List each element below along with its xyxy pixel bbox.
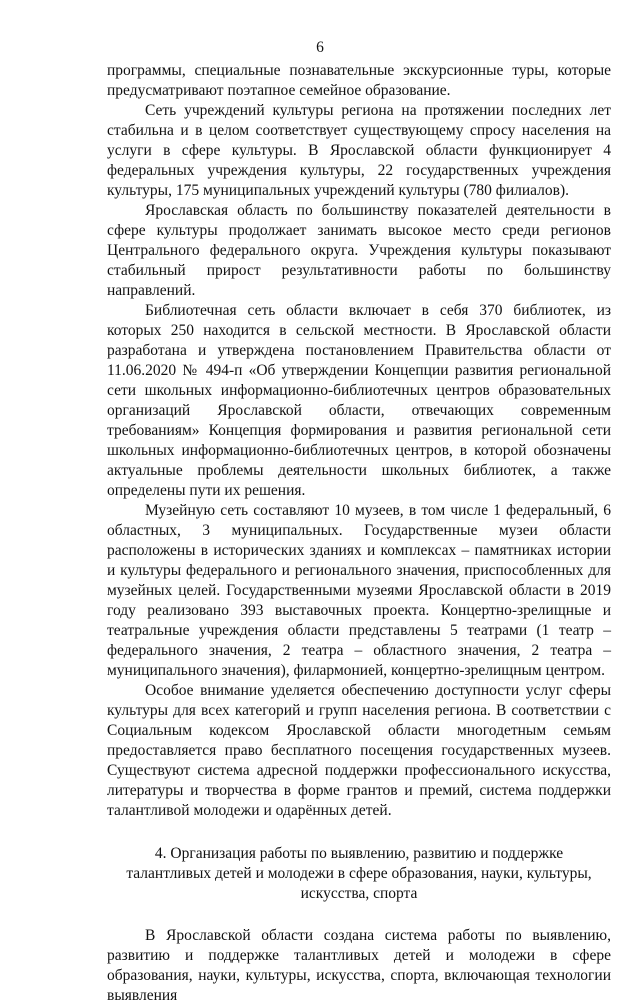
paragraph: Ярославская область по большинству показателей деятельности в сфере культуры продолжает занимать высокое место среди регионов Центрального федерального округа. Учреждения культуры показывают стабильный прирост результативности работы по большинству направлений.	[107, 202, 611, 299]
document-body	[107, 61, 611, 1006]
section-heading-line: искусства, спорта	[300, 885, 418, 902]
section-heading-line: талантливых детей и молодежи в сфере образования, науки, культуры,	[126, 865, 592, 882]
paragraph: В Ярославской области создана система работы по выявлению, развитию и поддержке талантливых детей и молодежи в сфере образования, науки, культуры, искусства, спорта, включающая технологии выявления	[107, 927, 611, 1004]
paragraph: Сеть учреждений культуры региона на протяжении последних лет стабильна и в целом соответствует существующему спросу населения на услуги в сфере культуры. В Ярославской области функционирует 4 федеральных учреждения культуры, 22 государственных учреждения культуры, 175 муниципальных учреждений культуры (780 филиалов).	[107, 102, 611, 199]
paragraph: Музейную сеть составляют 10 музеев, в том числе 1 федеральный, 6 областных, 3 муниципальных. Государственные музеи области расположены в исторических зданиях и комплексах – памятниках истории и культуры федерального и регионального значения, приспособленных для музейных целей. Государственными музеями Ярославской области в 2019 году реализовано 393 выставочных проекта. Концертно-зрелищные и театральные учреждения области представлены 5 театрами (1 театр – федерального значения, 2 театра – областного значения, 2 театра – муниципального значения), филармонией, концертно-зрелищным центром.	[107, 502, 611, 679]
paragraph: Библиотечная сеть области включает в себя 370 библиотек, из которых 250 находится в сельской местности. В Ярославской области разработана и утверждена постановлением Правительства области от 11.06.2020 № 494-п «Об утверждении Концепции развития региональной сети школьных информационно-библиотечных центров образовательных организаций Ярославской области, отвечающих современным требованиям» Концепция формирования и развития региональной сети школьных информационно-библиотечных центров, в которой обозначены актуальные проблемы деятельности школьных библиотек, а также определены пути их решения.	[107, 302, 611, 499]
paragraph: Особое внимание уделяется обеспечению доступности услуг сферы культуры для всех категорий и групп населения региона. В соответствии с Социальным кодексом Ярославской области многодетным семьям предоставляется право бесплатного посещения государственных музеев. Существуют система адресной поддержки профессионального искусства, литературы и творчества в форме грантов и премий, система поддержки талантливой молодежи и одарённых детей.	[107, 682, 611, 819]
paragraph: программы, специальные познавательные экскурсионные туры, которые предусматривают поэтапное семейное образование.	[107, 62, 611, 99]
page-number: 6	[316, 39, 324, 56]
section-heading	[107, 844, 611, 904]
section-heading-line: 4. Организация работы по выявлению, развитию и поддержке	[154, 845, 564, 862]
